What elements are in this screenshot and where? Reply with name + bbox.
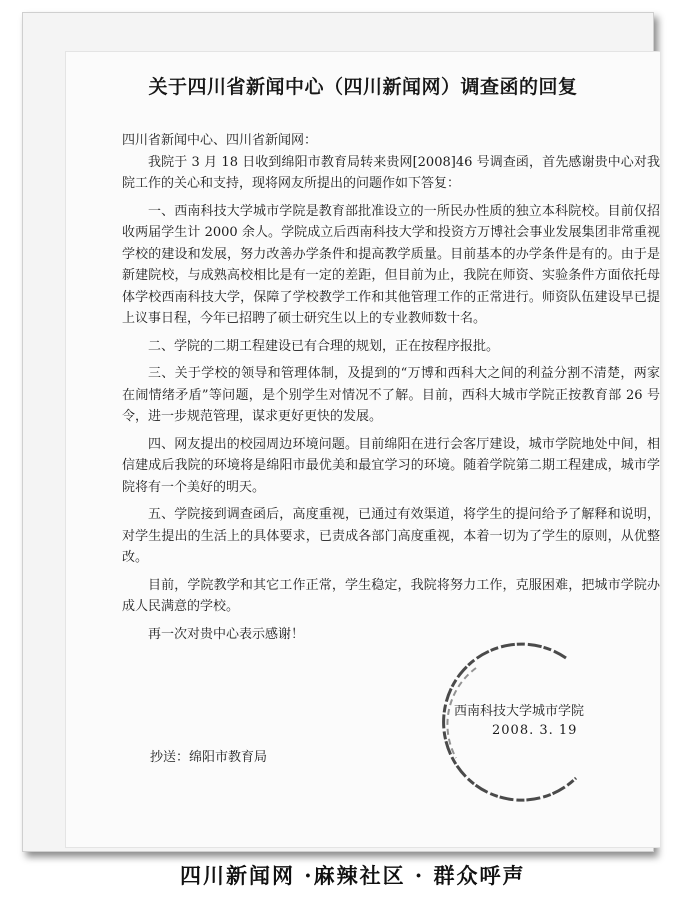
footer-watermark: 四川新闻网 ·麻辣社区 · 群众呼声 bbox=[180, 863, 526, 888]
photo-frame bbox=[22, 12, 660, 852]
letter-page bbox=[65, 51, 661, 848]
paragraph-intro: 我院于 3 月 18 日收到绵阳市教育局转来贵网[2008]46 号调查函，首先感谢贵中心对我院工作的关心和支持，现将网友所提出的问题作如下答复： bbox=[122, 154, 660, 191]
paragraph-3: 三、关于学校的领导和管理体制，及提到的“万博和西科大之间的利益分割不清楚，两家在闹情绪矛盾”等问题，是个别学生对情况不了解。目前，西科大城市学院正按教育部 26 号令，进一步规范管理，谋求更好更快的发展。 bbox=[122, 366, 660, 424]
letter-body bbox=[122, 130, 660, 645]
paragraph-closing: 目前，学院教学和其它工作正常，学生稳定，我院将努力工作，克服困难，把城市学院办成人民满意的学校。 bbox=[122, 577, 660, 614]
paragraph-2: 二、学院的二期工程建设已有合理的规划，正在按程序报批。 bbox=[148, 338, 500, 354]
signature-organization: 西南科技大学城市学院 bbox=[454, 704, 585, 719]
cc-line: 抄送：绵阳市教育局 bbox=[150, 750, 268, 765]
signature-date: 2008. 3. 19 bbox=[492, 723, 578, 738]
paragraph-4: 四、网友提出的校园周边环境问题。目前绵阳在进行会客厅建设，城市学院地处中间，相信建成后我院的环境将是绵阳市最优美和最宜学习的环境。随着学院第二期工程建成，城市学院将有一个美好的明天。 bbox=[122, 436, 660, 495]
salutation: 四川省新闻中心、四川省新闻网： bbox=[122, 133, 318, 148]
document-title: 关于四川省新闻中心（四川新闻网）调查函的回复 bbox=[148, 76, 578, 98]
paragraph-thanks: 再一次对贵中心表示感谢！ bbox=[148, 626, 305, 642]
paragraph-5: 五、学院接到调查函后，高度重视，已通过有效渠道，将学生的提问给予了解释和说明，对学生提出的生活上的具体要求，已责成各部门高度重视，本着一切为了学生的原则，从优整改。 bbox=[122, 507, 660, 565]
paragraph-1: 一、西南科技大学城市学院是教育部批准设立的一所民办性质的独立本科院校。目前仅招收两届学生计 2000 余人。学院成立后西南科技大学和投资方万博社会事业发展集团非常重视学校的建设和发展，努力改善办学条件和提高教学质量。目前基本的办学条件是有的。由于是新建院校，与成熟高校相比是有一定的差距，但目前为止，我院在师资、实验条件方面依托母体学校西南科技大学，保障了学校教学工作和其他管理工作的正常进行。师资队伍建设早已提上议事日程，今年已招聘了硕士研究生以上的专业教师数十名。 bbox=[122, 203, 660, 326]
